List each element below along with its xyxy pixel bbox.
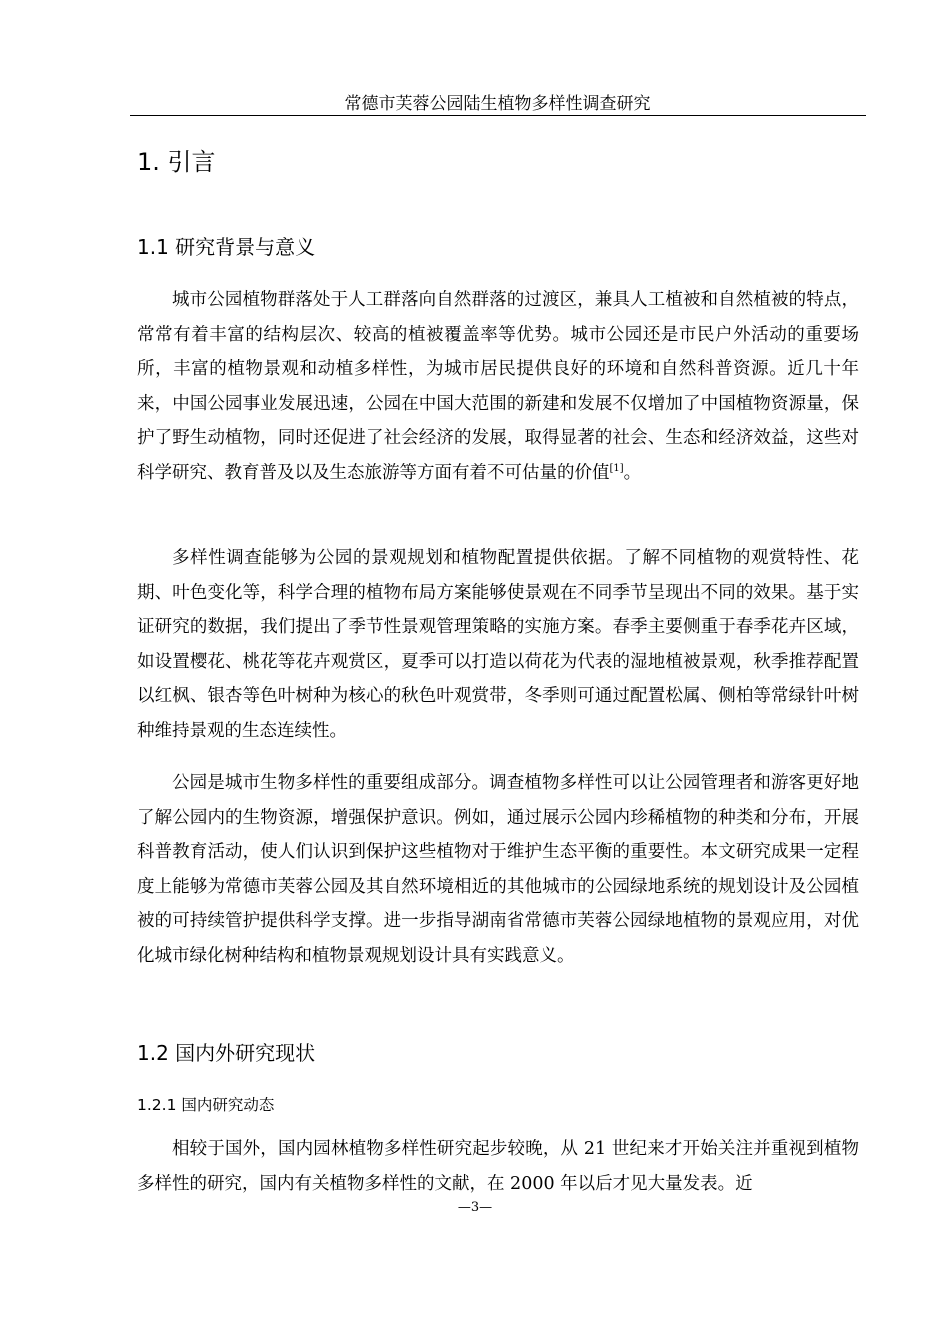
section-1-1-heading: 1.1 研究背景与意义 [137,235,316,259]
paragraph-background-1-end: 。 [623,462,642,483]
section-1-2-heading: 1.2 国内外研究现状 [137,1041,316,1065]
paragraph-background-3: 公园是城市生物多样性的重要组成部分。调查植物多样性可以让公园管理者和游客更好地了解公园内的生物资源，增强保护意识。例如，通过展示公园内珍稀植物的种类和分布，开展科普教育活动，使人们认识到保护这些植物对于维护生态平衡的重要性。本文研究成果一定程度上能够为常德市芙蓉公园及其自然环境相近的其他城市的公园绿地系统的规划设计及公园植被的可持续管护提供科学支撑。进一步指导湖南省常德市芙蓉公园绿地植物的景观应用，对优化城市绿化树种结构和植物景观规划设计具有实践意义。 [137,773,859,966]
running-header-title: 常德市芙蓉公园陆生植物多样性调查研究 [344,94,651,114]
paragraph-background-2: 多样性调查能够为公园的景观规划和植物配置提供依据。了解不同植物的观赏特性、花期、叶色变化等，科学合理的植物布局方案能够使景观在不同季节呈现出不同的效果。基于实证研究的数据，我们提出了季节性景观管理策略的实施方案。春季主要侧重于春季花卉区域，如设置樱花、桃花等花卉观赏区，夏季可以打造以荷花为代表的湿地植被景观，秋季推荐配置以红枫、银杏等色叶树种为核心的秋色叶观赏带，冬季则可通过配置松属、侧柏等常绿针叶树种维持景观的生态连续性。 [137,548,859,741]
section-1-2-1-heading: 1.2.1 国内研究动态 [137,1096,275,1114]
page-number: —3— [457,1200,493,1215]
citation-1[interactable]: [1] [609,462,624,474]
paragraph-background-1 [137,283,859,490]
paragraph-domestic-research: 相较于国外，国内园林植物多样性研究起步较晚，从 21 世纪来才开始关注并重视到植物多样性的研究，国内有关植物多样性的文献，在 2000 年以后才见大量发表。近 [137,1139,859,1194]
section-1-heading: 1. 引言 [137,148,216,176]
paragraph-background-1-text: 城市公园植物群落处于人工群落向自然群落的过渡区，兼具人工植被和自然植被的特点，常常有着丰富的结构层次、较高的植被覆盖率等优势。城市公园还是市民户外活动的重要场所，丰富的植物景观和动植多样性，为城市居民提供良好的环境和自然科普资源。近几十年来，中国公园事业发展迅速，公园在中国大范围的新建和发展不仅增加了中国植物资源量，保护了野生动植物，同时还促进了社会经济的发展，取得显著的社会、生态和经济效益，这些对科学研究、教育普及以及生态旅游等方面有着不可估量的价值 [137,290,859,483]
header-rule [130,115,866,116]
